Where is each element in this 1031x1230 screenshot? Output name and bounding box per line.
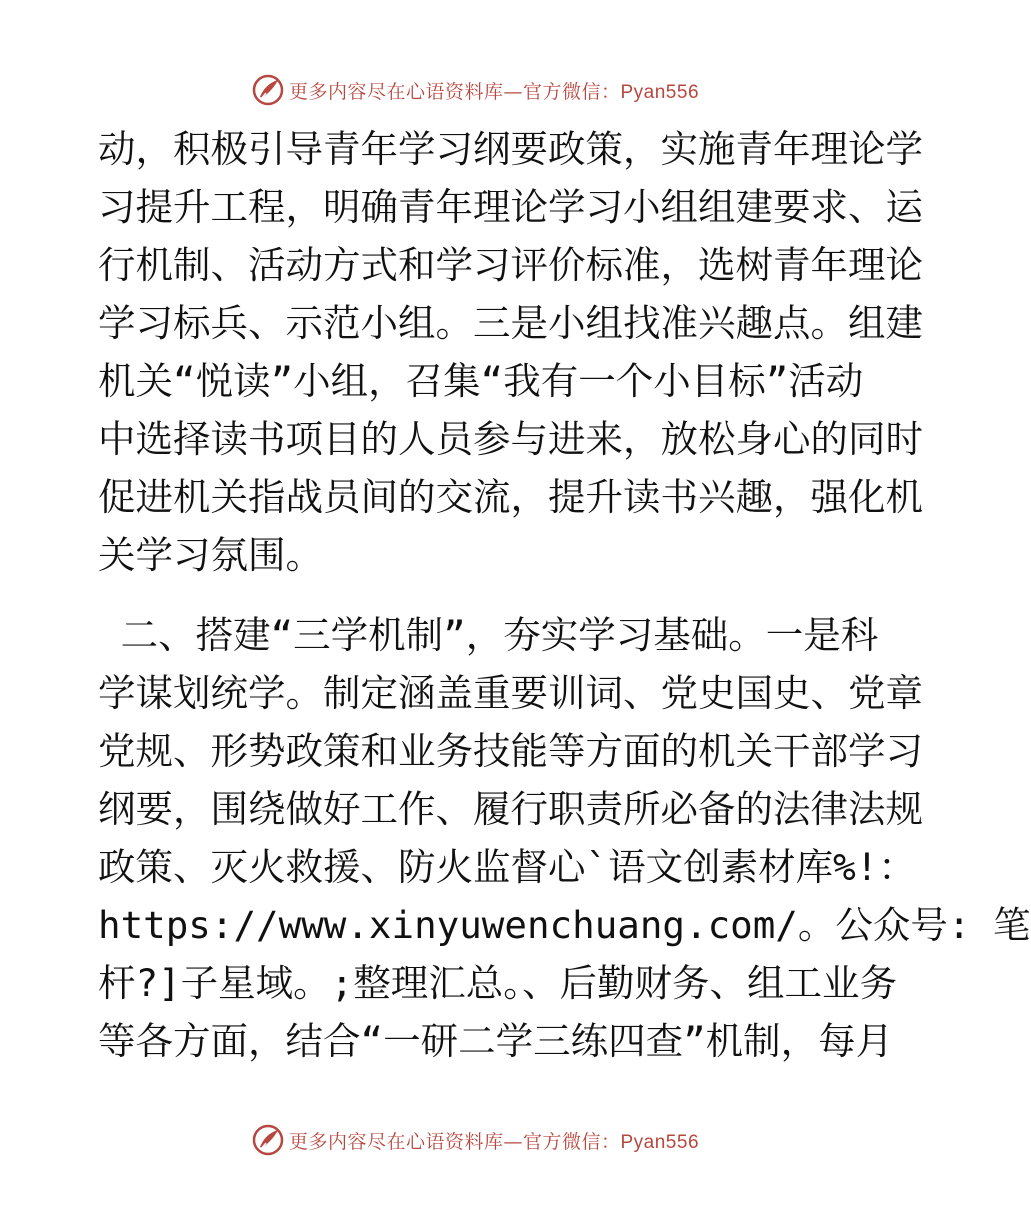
text-line: 学习标兵、示范小组。三是小组找准兴趣点。组建: [98, 301, 923, 345]
brand-logo-icon: [251, 73, 285, 107]
document-body: [98, 120, 1031, 1070]
text-line: 行机制、活动方式和学习评价标准，选树青年理论: [98, 243, 923, 287]
text-line: 杆?]子星域。;整理汇总。、后勤财务、组工业务: [98, 961, 897, 1005]
text-line: 政策、灭火救援、防火监督心`语文创素材库%!：: [98, 845, 916, 889]
watermark-text: 更多内容尽在心语资料库—官方微信：Pyan556: [288, 1130, 700, 1153]
brand-logo-icon: [251, 1123, 285, 1157]
watermark-footer: [0, 1122, 950, 1158]
text-line: 关学习氛围。: [98, 533, 323, 577]
watermark-text: 更多内容尽在心语资料库—官方微信：Pyan556: [288, 80, 700, 103]
text-line: 纲要，围绕做好工作、履行职责所必备的法律法规: [98, 787, 923, 831]
text-line: 促进机关指战员间的交流，提升读书兴趣，强化机: [98, 475, 923, 519]
text-line: 中选择读书项目的人员参与进来，放松身心的同时: [98, 417, 923, 461]
paragraph-1: [98, 120, 923, 584]
text-line: 二、搭建“三学机制”，夯实学习基础。一是科: [98, 613, 879, 657]
text-line: 等各方面，结合“一研二学三练四查”机制，每月: [98, 1019, 894, 1063]
text-line: 党规、形势政策和业务技能等方面的机关干部学习: [98, 729, 923, 773]
text-line: 机关“悦读”小组，召集“我有一个小目标”活动: [98, 359, 864, 403]
text-line: https://www.xinyuwenchuang.com/。公众号: 笔: [98, 903, 1031, 947]
text-line: 动，积极引导青年学习纲要政策，实施青年理论学: [98, 127, 923, 171]
paragraph-2: [98, 606, 1031, 1070]
text-line: 学谋划统学。制定涵盖重要训词、党史国史、党章: [98, 671, 923, 715]
text-line: 习提升工程，明确青年理论学习小组组建要求、运: [98, 185, 923, 229]
watermark-header: [0, 72, 950, 108]
